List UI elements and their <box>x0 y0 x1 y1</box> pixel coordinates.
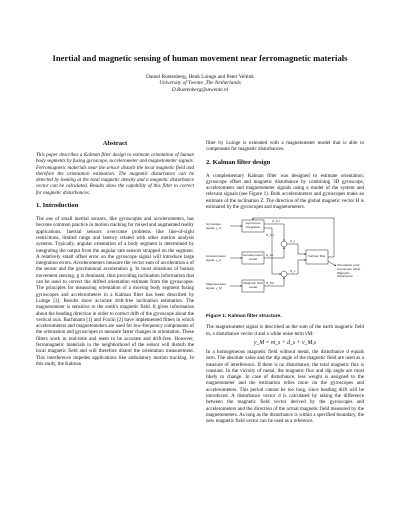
left-column <box>36 140 194 367</box>
kalman-text-3: In a homogeneous magnetic field without metal, the disturbance d equals zero. The absolute value and the dip angle of the magnetic field are used as a measure of interference. If there is no disturbance, the total magnetic flux is constant. In the vicinity of metal, the magnetic flux and dip angle are most likely to change. In case of disturbance, less weight is assigned to the magnetometer and the estimation relies more on the gyroscopes and accelerometers. This period cannot be too long, since heading drift will be introduced. A disturbance vector d is calculated by taking the difference between the magnetic field vector derived by the gyroscopes and accelerometers and the direction of the actual magnetic field measured by the magnetometers. As long as the disturbance is within a specified boundary, the new magnetic field vector can be used as a reference. <box>206 348 364 425</box>
figure-caption: Figure 1: Kalman filter structure. <box>206 314 282 320</box>
z-eps-label: Z_ε <box>290 239 295 244</box>
kalman-heading: 2. Kalman filter design <box>206 158 271 166</box>
mag-signal-label: Magnetometer signal, y_M <box>206 282 226 290</box>
sum-node-bottom <box>281 271 287 277</box>
z-gyro-label: Z_G,t <box>272 219 280 224</box>
h-eps-label: H_ε <box>290 269 296 274</box>
affiliation: University of Twente ,The Netherlands <box>159 80 241 87</box>
author-block <box>18 74 382 93</box>
email: D.Roetenberg@utwente.nl <box>171 86 229 93</box>
magnetometer-equation: y_M = m_s + d_s + v_M,s <box>253 339 317 346</box>
kalman-text-2: The magnetometer signal is described as the sum of the earth magnetic field m, a disturbance vector d and a white noise term vM: <box>206 324 364 337</box>
paper-title: Inertial and magnetic sensing of human movement near ferromagnetic materials <box>52 53 348 63</box>
abstract-heading: Abstract <box>102 140 128 147</box>
kalman-label: Kalman filter <box>308 254 326 259</box>
mag-model-label: Magnetic field model <box>243 281 263 289</box>
h-mag-label: H_M,t <box>266 281 275 286</box>
acc-signal-label: Accelerometer signal, y_A <box>206 254 226 262</box>
gyro-signal-label: Gyroscope signal, y_G <box>206 222 222 230</box>
integration-label: Gyroscope integration <box>245 221 261 229</box>
kalman-filter-diagram <box>206 214 364 310</box>
acc-model-label: Accelerometer model <box>243 253 263 261</box>
authors: Daniel Roetenberg, Henk Luinge and Peter Veltink <box>146 74 254 80</box>
kalman-text-1: A complementary Kalman filter was designed to estimate orientation, gyroscope offset and magnetic disturbance by combining 3D gyroscope, accelerometer and magnetometer signals using a model of the system and relevant signals (see Figure 1). Both accelerometers and gyroscopes make an estimate of the inclination Z. The direction of the global magnetic vector H is estimated by the gyroscopes and magnetometers. <box>206 172 364 211</box>
z-acc-label: Z_A,t <box>266 253 274 258</box>
intro-heading: 1. Introduction <box>36 202 79 210</box>
right-column <box>206 140 364 425</box>
abstract-text: This paper describes a Kalman filter design to estimate orientation of human body segments by fusing gyroscope, accelerometer and magnetometer signals. Ferromagnetic materials near the sensor disturb the local magnetic field and therefore the orientation estimation. The magnetic disturbance can be detected by looking at the total magnetic density and a magnetic disturbance vector can be calculated. Results show the capability of this filter to correct for magnetic disturbances. <box>36 152 195 196</box>
h-gyro-label: H_G,t <box>266 233 275 238</box>
sum-node-top <box>281 241 287 247</box>
output-label: Orientation error Gyroscope offset Magnetic disturbance <box>337 263 361 279</box>
intro-continuation: filter by Luinge is extended with a magnetometer model that is able to compensate for magnetic disturbances. <box>206 140 364 153</box>
intro-text: The use of small inertial sensors, like gyroscopes and accelerometers, has become common practice in motion tracking for mixed and augmented reality applications. Inertial sensors overcome problems like line-of-sight restrictions, limited range and latency related with other motion analysis systems. Typically, angular orientation of a body segment is determined by integrating the output from the angular rate sensors strapped on the segment. A relatively small offset error on the gyroscope signal will introduce large integration errors. Accelerometers measure the vector sum of acceleration a of the sensor and the gravitational acceleration g. In most situations of human movement sensing, g is dominant, thus providing inclination information that can be used to correct the drifted orientation estimate from the gyroscopes. The principles for measuring orientation of a moving body segment fusing gyroscopes and accelerometers in a Kalman filter has been described by Luinge [3]. Results show accurate drift-free inclination estimation. The magnetometer is sensitive to the earth's magnetic field. It gives information about the heading direction in order to correct drift of the gyroscope about the vertical axis. Bachmann [1] and Foxlin [2] have implemented filters in which accelerometers and magnetometers are used for low-frequency components of the orientation and gyroscopes to measure faster changes in orientation. These filters work in real-time and seem to be accurate and drift-free. However, ferromagnetic materials in the neighborhood of the sensor will disturb the local magnetic field and will therefore distort the orientation measurement. This interference impedes applications like ambulatory motion tracking. In this study, the Kalman <box>36 216 194 367</box>
